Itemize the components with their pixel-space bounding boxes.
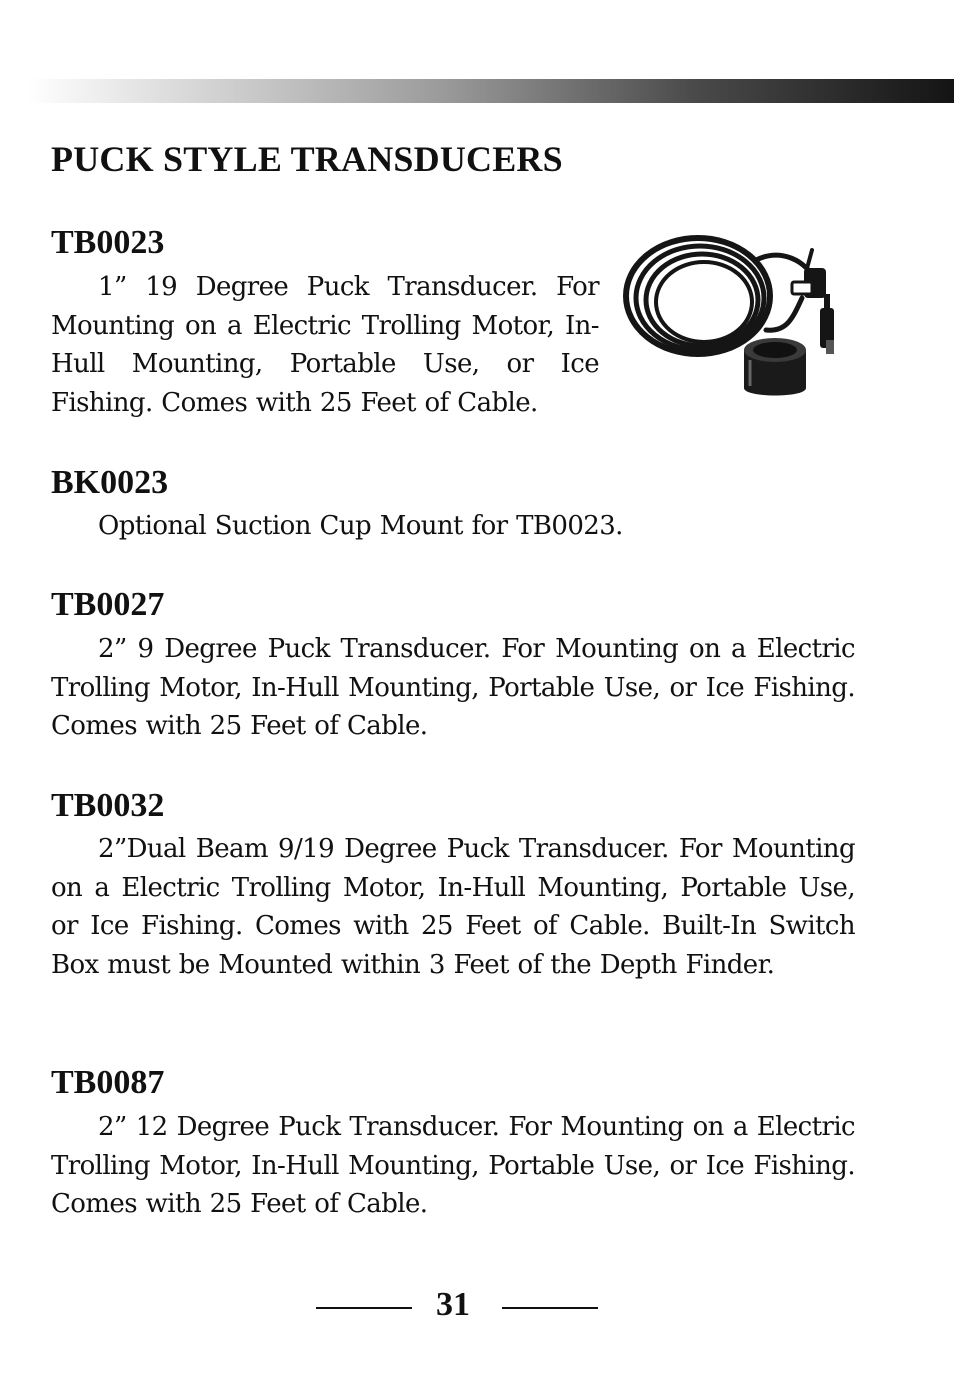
page-title: PUCK STYLE TRANSDUCERS: [51, 139, 563, 179]
footer-rule-right: [502, 1307, 598, 1309]
puck-transducer-image: [616, 220, 852, 406]
product-description-tb0023: 1” 19 Degree Puck Transducer. For Mounting on a Electric Trolling Motor, In-Hull Mounting, Portable Use, or Ice Fishing. Comes with 25 Feet of Cable.: [51, 272, 599, 418]
page-footer: [0, 1284, 954, 1328]
footer-rule-left: [316, 1307, 412, 1309]
product-code-bk0023: BK0023: [51, 464, 169, 501]
header-gradient-bar: [28, 79, 954, 103]
product-description-tb0032: 2”Dual Beam 9/19 Degree Puck Transducer. For Mounting on a Electric Trolling Motor, In-Hull Mounting, Portable Use, or Ice Fishing. Comes with 25 Feet of Cable. Built-In Switch Box must be Mounted within 3 Feet of the Depth Finder.: [51, 834, 855, 980]
product-description-tb0087: 2” 12 Degree Puck Transducer. For Mounting on a Electric Trolling Motor, In-Hull Mounting, Portable Use, or Ice Fishing. Comes with 25 Feet of Cable.: [51, 1112, 855, 1220]
product-code-tb0023: TB0023: [51, 224, 165, 261]
product-description-bk0023: Optional Suction Cup Mount for TB0023.: [98, 511, 623, 541]
page-number: 31: [436, 1286, 470, 1323]
product-code-tb0032: TB0032: [51, 787, 165, 824]
product-description-tb0027: 2” 9 Degree Puck Transducer. For Mounting on a Electric Trolling Motor, In-Hull Mounting, Portable Use, or Ice Fishing. Comes with 25 Feet of Cable.: [51, 634, 855, 742]
product-code-tb0027: TB0027: [51, 586, 165, 623]
product-code-tb0087: TB0087: [51, 1064, 165, 1101]
